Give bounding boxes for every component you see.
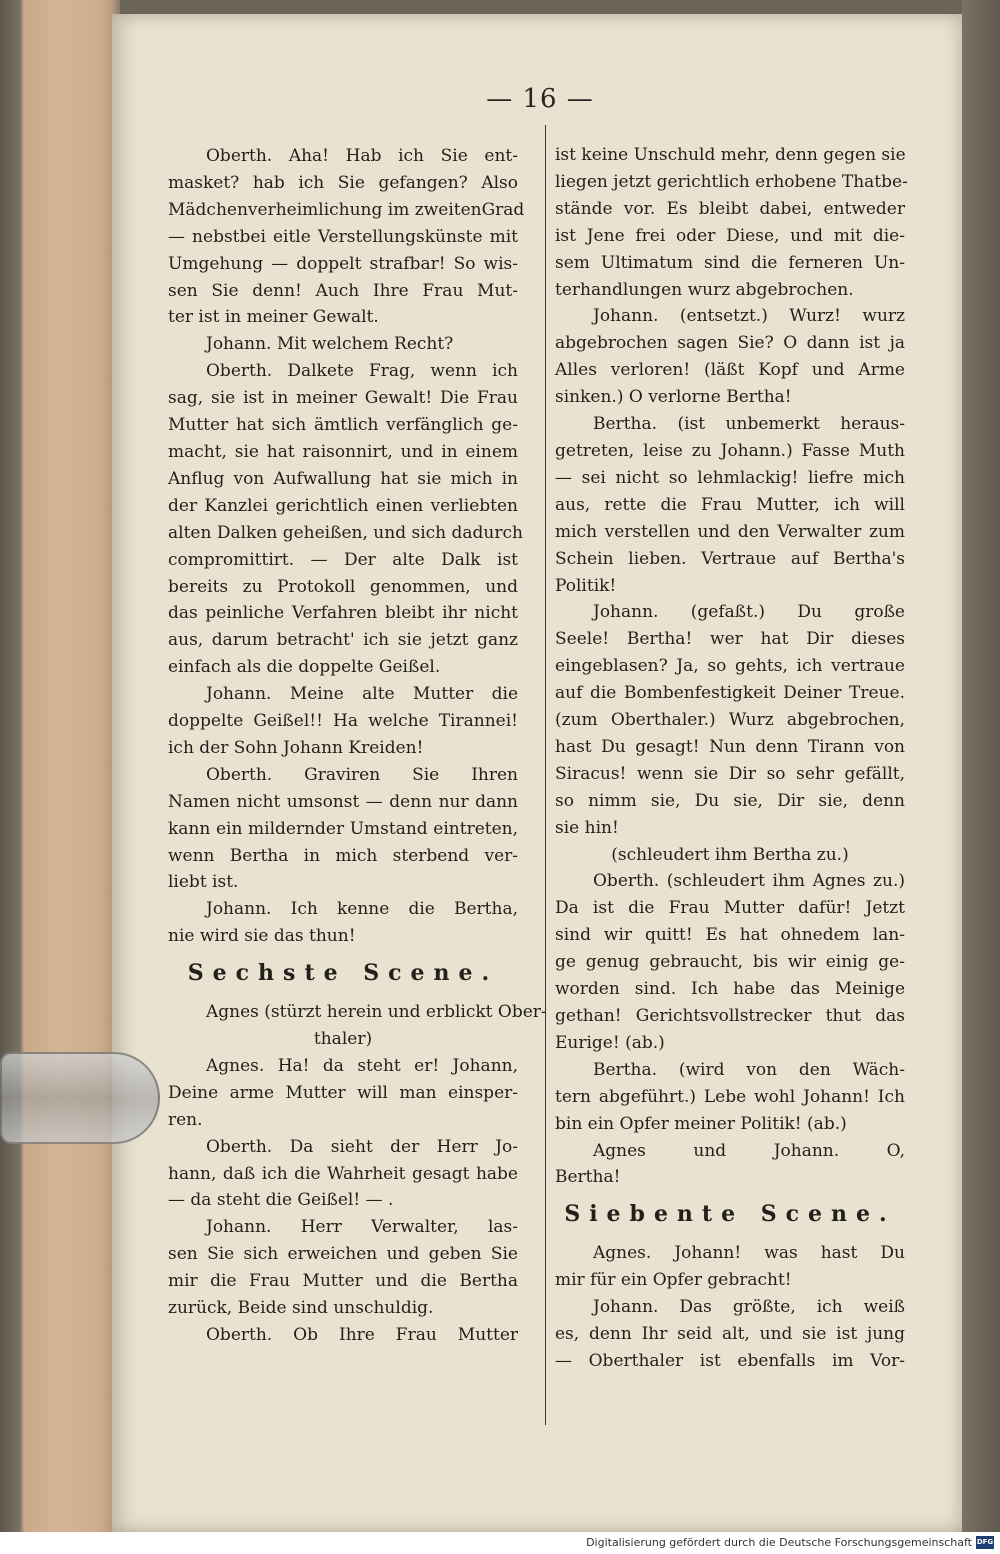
text-line: aus, darum betracht' ich sie jetzt ganz: [168, 630, 518, 651]
text-line: das peinliche Verfahren bleibt ihr nicht: [168, 603, 518, 624]
text-line: Johann. Herr Verwalter, las-: [206, 1217, 518, 1238]
text-line: compromittirt. — Der alte Dalk ist: [168, 549, 518, 570]
magnifier-tool-handle[interactable]: [0, 1052, 160, 1144]
text-line: ge genug gebraucht, bis wir einig ge-: [555, 952, 905, 973]
text-line: so nimm sie, Du sie, Dir sie, denn: [555, 790, 905, 811]
text-line: liegen jetzt gerichtlich erhobene Thatbe-: [555, 171, 908, 192]
text-line: Politik!: [555, 575, 617, 596]
text-line: Bertha. (ist unbemerkt heraus-: [593, 414, 905, 435]
text-line: kann ein mildernder Umstand eintreten,: [168, 818, 518, 839]
text-line: hast Du gesagt! Nun denn Tirann von: [555, 736, 905, 757]
text-line: mir für ein Opfer gebracht!: [555, 1270, 792, 1291]
text-line: mich verstellen und den Verwalter zum: [555, 521, 905, 542]
page-number: — 16 —: [486, 84, 594, 114]
text-line: Johann. Mit welchem Recht?: [206, 334, 454, 355]
footer-bar: [0, 1532, 1000, 1554]
text-line: auf die Bombenfestigkeit Deiner Treue.: [555, 683, 905, 704]
text-line: ich der Sohn Johann Kreiden!: [168, 737, 424, 758]
text-line: Agnes (stürzt herein und erblickt Ober-: [206, 1002, 547, 1023]
text-line: ter ist in meiner Gewalt.: [168, 307, 379, 328]
text-line: (schleudert ihm Bertha zu.): [611, 844, 849, 865]
text-line: sen Sie sich erweichen und geben Sie: [168, 1244, 518, 1265]
text-line: zurück, Beide sind unschuldig.: [168, 1298, 434, 1319]
text-line: einfach als die doppelte Geißel.: [168, 657, 441, 678]
text-line: Mädchenverheimlichung im zweitenGrad: [168, 199, 525, 220]
text-line: Anflug von Aufwallung hat sie mich in: [168, 468, 518, 489]
text-line: masket? hab ich Sie gefangen? Also: [168, 172, 518, 193]
text-line: — Oberthaler ist ebenfalls im Vor-: [555, 1350, 905, 1371]
dfg-logo: DFG: [976, 1536, 994, 1549]
column-divider: [545, 125, 546, 1425]
text-column-right: [555, 142, 908, 1375]
text-line: ren.: [168, 1109, 203, 1130]
text-line: Oberth. Dalkete Frag, wenn ich: [206, 361, 518, 382]
text-line: wenn Bertha in mich sterbend ver-: [168, 845, 518, 866]
text-line: Oberth. (schleudert ihm Agnes zu.): [593, 871, 905, 892]
text-line: (zum Oberthaler.) Wurz abgebrochen,: [555, 710, 905, 731]
text-line: Schein lieben. Vertraue auf Bertha's: [555, 548, 905, 569]
text-line: aus, rette die Frau Mutter, ich will: [555, 494, 905, 515]
text-line: Agnes. Ha! da steht er! Johann,: [206, 1055, 518, 1076]
text-line: thaler): [313, 1029, 373, 1049]
text-line: getreten, leise zu Johann.) Fasse Muth: [555, 440, 905, 461]
book-spine-edge: [0, 0, 120, 1554]
text-line: nie wird sie das thun!: [168, 926, 356, 947]
text-line: der Kanzlei gerichtlich einen verliebten: [168, 495, 518, 516]
text-line: Johann. Ich kenne die Bertha,: [206, 899, 518, 920]
text-line: Seele! Bertha! wer hat Dir dieses: [555, 629, 905, 650]
text-line: sen Sie denn! Auch Ihre Frau Mut-: [168, 280, 518, 301]
text-line: Johann. Meine alte Mutter die: [206, 684, 518, 705]
text-line: Oberth. Ob Ihre Frau Mutter: [206, 1324, 518, 1345]
text-line: Bertha. (wird von den Wäch-: [593, 1059, 905, 1080]
text-line: sinken.) O verlorne Bertha!: [555, 387, 792, 408]
text-line: Umgehung — doppelt strafbar! So wis-: [168, 253, 518, 274]
text-line: Oberth. Da sieht der Herr Jo-: [206, 1136, 518, 1157]
text-line: mir die Frau Mutter und die Bertha: [168, 1271, 518, 1292]
text-line: Oberth. Graviren Sie Ihren: [206, 764, 518, 785]
scene-heading: Siebente Scene.: [564, 1201, 896, 1228]
text-line: — nebstbei eitle Verstellungskünste mit: [168, 226, 518, 247]
text-line: Agnes und Johann. O,: [593, 1140, 905, 1161]
text-line: terhandlungen wurz abgebrochen.: [555, 279, 854, 300]
text-line: Siracus! wenn sie Dir so sehr gefällt,: [555, 763, 905, 784]
text-line: sie hin!: [555, 817, 619, 838]
text-line: abgebrochen sagen Sie? O dann ist ja: [555, 333, 905, 354]
text-line: liebt ist.: [168, 872, 239, 893]
text-line: Namen nicht umsonst — denn nur dann: [168, 791, 518, 812]
text-line: sag, sie ist in meiner Gewalt! Die Frau: [168, 388, 518, 409]
text-line: hann, daß ich die Wahrheit gesagt habe: [168, 1163, 518, 1184]
text-line: macht, sie hat raisonnirt, und in einem: [168, 441, 518, 462]
text-line: es, denn Ihr seid alt, und sie ist jung: [555, 1323, 905, 1344]
text-column-left: [168, 143, 547, 1349]
text-line: Johann. (gefaßt.) Du große: [593, 602, 905, 623]
scan-background-right: [962, 0, 1000, 1554]
text-line: bereits zu Protokoll genommen, und: [168, 576, 518, 597]
text-line: — da steht die Geißel! — .: [168, 1190, 394, 1211]
text-line: tern abgeführt.) Lebe wohl Johann! Ich: [555, 1086, 905, 1107]
text-line: Johann. Das größte, ich weiß: [593, 1297, 905, 1318]
text-line: worden sind. Ich habe das Meinige: [555, 979, 905, 1000]
text-line: Johann. (entsetzt.) Wurz! wurz: [593, 306, 905, 327]
text-line: gethan! Gerichtsvollstrecker thut das: [555, 1006, 905, 1026]
text-line: Oberth. Aha! Hab ich Sie ent-: [206, 146, 518, 166]
text-line: Eurige! (ab.): [555, 1032, 665, 1053]
text-line: — sei nicht so lehmlackig! liefre mich: [555, 467, 905, 488]
text-line: Alles verloren! (läßt Kopf und Arme: [555, 360, 905, 381]
footer-credit: Digitalisierung gefördert durch die Deutsche Forschungsgemeinschaft: [586, 1536, 972, 1549]
scene-heading: Sechste Scene.: [187, 960, 499, 987]
text-line: Deine arme Mutter will man einsper-: [168, 1082, 518, 1103]
text-line: stände vor. Es bleibt dabei, entweder: [555, 198, 905, 219]
text-line: Bertha!: [555, 1167, 621, 1188]
text-line: ist keine Unschuld mehr, denn gegen sie: [555, 145, 906, 165]
text-line: eingeblasen? Ja, so gehts, ich vertraue: [555, 656, 905, 677]
text-line: sind wir quitt! Es hat ohnedem lan-: [555, 925, 905, 946]
text-line: doppelte Geißel!! Ha welche Tirannei!: [168, 711, 518, 732]
text-line: bin ein Opfer meiner Politik! (ab.): [555, 1113, 847, 1134]
text-line: Da ist die Frau Mutter dafür! Jetzt: [555, 898, 905, 919]
text-line: Mutter hat sich ämtlich verfänglich ge-: [168, 415, 518, 436]
text-line: Agnes. Johann! was hast Du: [593, 1243, 905, 1264]
text-line: alten Dalken geheißen, und sich dadurch: [168, 522, 523, 543]
text-line: sem Ultimatum sind die ferneren Un-: [555, 252, 905, 273]
text-line: ist Jene frei oder Diese, und mit die-: [555, 225, 905, 246]
